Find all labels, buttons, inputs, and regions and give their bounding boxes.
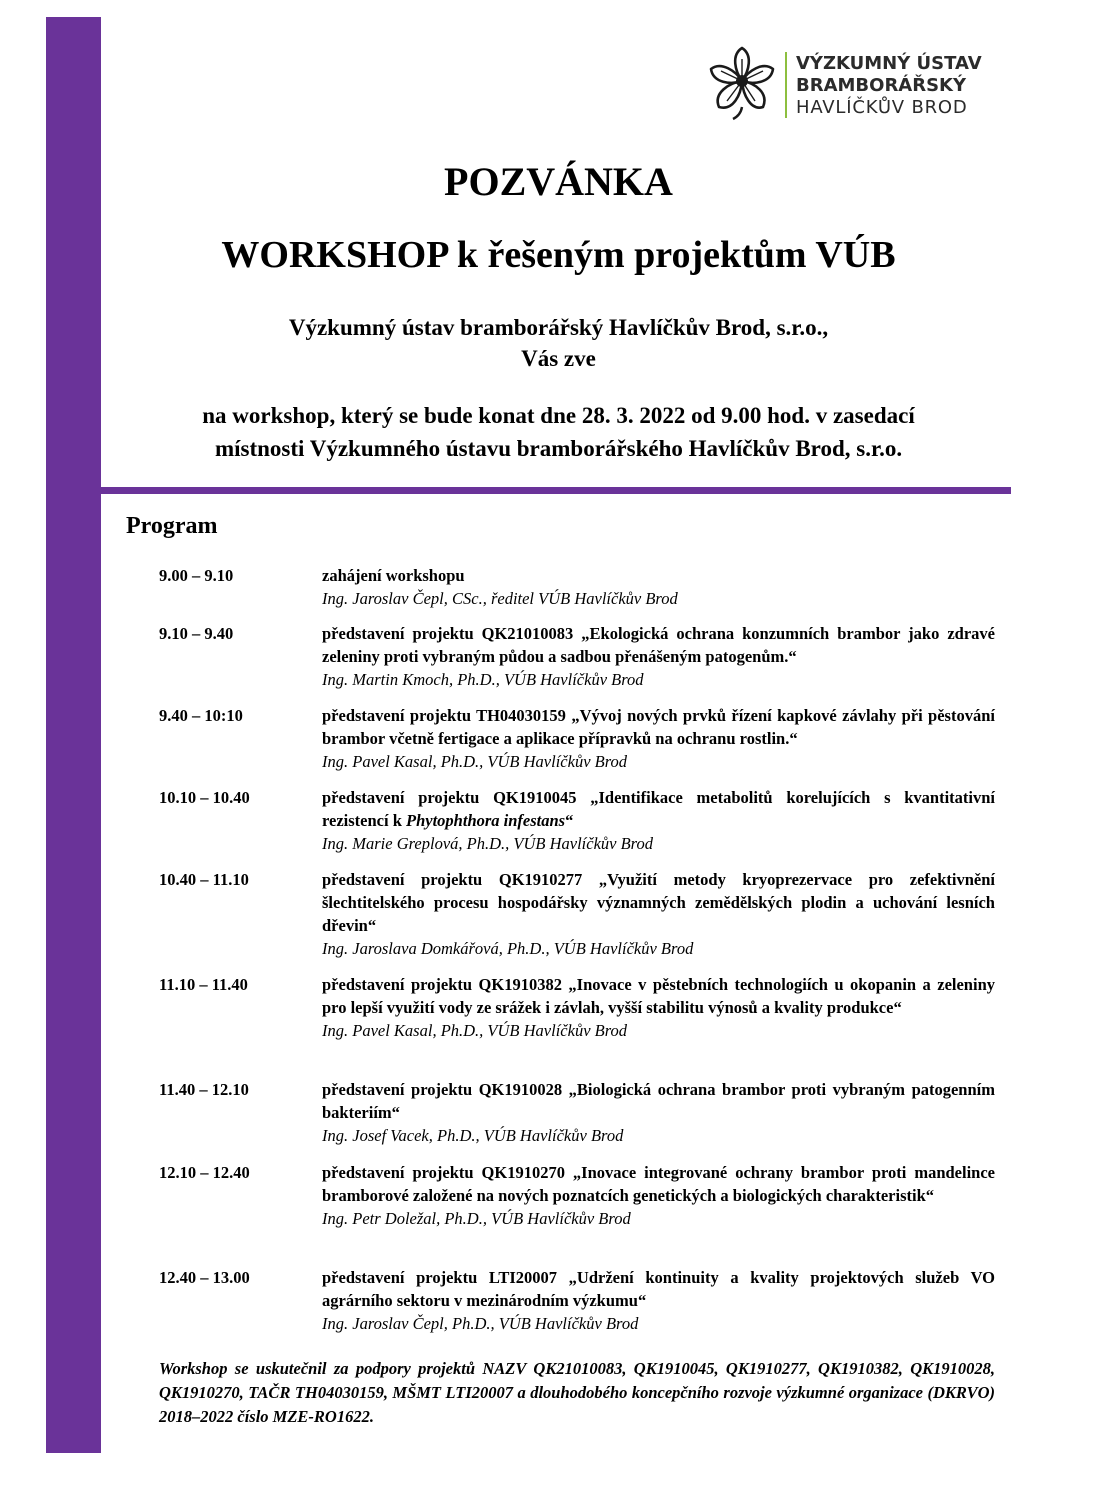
program-description: představení projektu QK1910028 „Biologická ochrana brambor proti vybraným patogenním bakteriím“ <box>322 1080 995 1122</box>
program-time: 9.10 – 9.40 <box>159 624 234 643</box>
program-description <box>322 786 995 832</box>
program-speaker: Ing. Martin Kmoch, Ph.D., VÚB Havlíčkův Brod <box>322 670 644 689</box>
event-details-line-1: na workshop, který se bude konat dne 28. 3. 2022 od 9.00 hod. v zasedací <box>202 403 915 428</box>
program-description: zahájení workshopu <box>322 566 465 585</box>
program-time: 9.40 – 10:10 <box>159 706 243 725</box>
logo-line-3: HAVLÍČKŮV BROD <box>796 97 968 118</box>
program-description: představení projektu QK1910277 „Využití metody kryoprezervace pro zefektivnění šlechtitelského procesu hospodářsky významných zemědělských plodin a uchování lesních dřevin“ <box>322 870 995 935</box>
organizer-block <box>101 312 1016 374</box>
potato-flower-icon <box>705 45 779 121</box>
program-description: představení projektu QK21010083 „Ekologická ochrana konzumních brambor jako zdravé zeleniny proti vybraným půdou a sadbou přenášeným patogenům.“ <box>322 624 995 666</box>
program-time: 11.40 – 12.10 <box>159 1080 249 1099</box>
logo-line-1: VÝZKUMNÝ ÚSTAV <box>796 53 982 74</box>
program-speaker: Ing. Jaroslav Čepl, Ph.D., VÚB Havlíčkův Brod <box>322 1314 639 1333</box>
program-time: 12.40 – 13.00 <box>159 1268 250 1287</box>
program-description-text: představení projektu QK1910045 „Identifikace metabolitů korelujících s kvantitativní rezistencí k <box>322 788 995 830</box>
logo-divider <box>785 52 787 118</box>
pathogen-name: Phytophthora infestans <box>406 811 566 830</box>
funding-note: Workshop se uskutečnil za podpory projektů NAZV QK21010083, QK1910045, QK1910277, QK1910382, QK1910028, QK1910270, TAČR TH04030159, MŠMT LTI20007 a dlouhodobého koncepčního rozvoje výzkumné organizace (DKRVO) 2018–2022 číslo MZE-RO1622. <box>159 1359 995 1426</box>
program-speaker: Ing. Josef Vacek, Ph.D., VÚB Havlíčkův Brod <box>322 1126 624 1145</box>
program-time: 12.10 – 12.40 <box>159 1163 250 1182</box>
logo-wordmark <box>796 53 982 119</box>
logo-line-2: BRAMBORÁŘSKÝ <box>796 75 967 96</box>
invite-phrase: Vás zve <box>521 346 596 371</box>
closing-quote: “ <box>565 811 574 830</box>
left-accent-bar <box>46 17 101 1453</box>
event-details <box>101 399 1016 465</box>
program-speaker: Ing. Jaroslav Čepl, CSc., ředitel VÚB Havlíčkův Brod <box>322 589 678 608</box>
program-speaker: Ing. Petr Doležal, Ph.D., VÚB Havlíčkův Brod <box>322 1209 631 1228</box>
program-time: 10.40 – 11.10 <box>159 870 249 889</box>
organizer-name: Výzkumný ústav bramborářský Havlíčkův Brod, s.r.o., <box>288 315 829 340</box>
page-title: POZVÁNKA <box>444 159 673 204</box>
program-time: 9.00 – 9.10 <box>159 566 234 585</box>
program-speaker: Ing. Pavel Kasal, Ph.D., VÚB Havlíčkův Brod <box>322 1021 628 1040</box>
program-speaker: Ing. Jaroslava Domkářová, Ph.D., VÚB Havlíčkův Brod <box>322 939 694 958</box>
program-speaker: Ing. Pavel Kasal, Ph.D., VÚB Havlíčkův Brod <box>322 752 628 771</box>
program-heading: Program <box>126 513 218 539</box>
program-description: představení projektu TH04030159 „Vývoj nových prvků řízení kapkové závlahy při pěstování brambor včetně fertigace a aplikace přípravků na ochranu rostlin.“ <box>322 706 995 748</box>
event-details-line-2: místnosti Výzkumného ústavu bramborářského Havlíčkův Brod, s.r.o. <box>214 436 903 461</box>
program-description: představení projektu QK1910270 „Inovace integrované ochrany brambor proti mandelince bramborové založené na nových poznatcích genetických a biologických charakteristik“ <box>322 1163 995 1205</box>
program-time: 11.10 – 11.40 <box>159 975 248 994</box>
program-description: představení projektu LTI20007 „Udržení kontinuity a kvality projektových služeb VO agrárního sektoru v mezinárodním výzkumu“ <box>322 1268 995 1310</box>
program-speaker: Ing. Marie Greplová, Ph.D., VÚB Havlíčkův Brod <box>322 834 653 853</box>
section-divider <box>101 487 1011 494</box>
page-subtitle: WORKSHOP k řešeným projektům VÚB <box>221 234 896 276</box>
institute-logo <box>701 42 999 124</box>
program-time: 10.10 – 10.40 <box>159 788 250 807</box>
program-description: představení projektu QK1910382 „Inovace v pěstebních technologiích u okopanin a zeleniny pro lepší využití vody ze srážek i závlah, vyšší stabilitu výnosů a kvality produkce“ <box>322 975 995 1017</box>
